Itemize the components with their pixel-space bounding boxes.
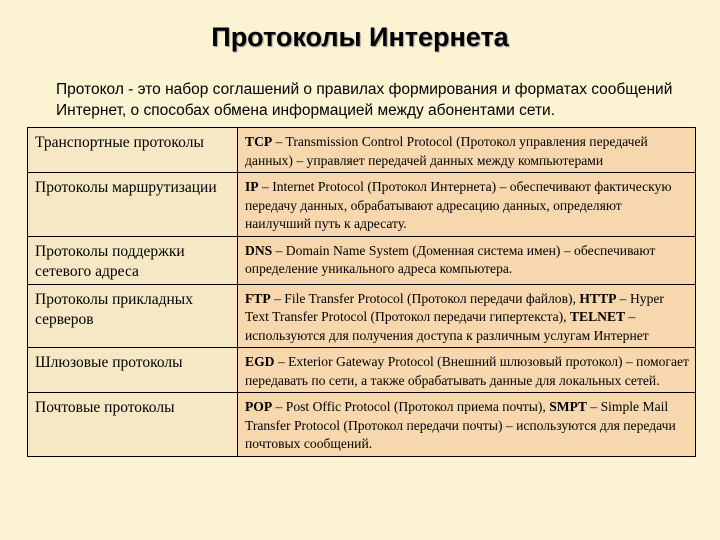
category-cell: Шлюзовые протоколы [28,348,238,393]
protocol-description: – Exterior Gateway Protocol (Внешний шлюзовый протокол) – помогает передавать по сети, а также обрабатывать данные для локальных сетей. [245,354,689,388]
table-row [28,393,696,457]
protocol-acronym: POP [245,399,273,414]
protocol-description: – Transmission Control Protocol (Протокол управления передачей данных) – управляет передачей данных между компьютерами [245,134,648,168]
protocol-description: – Simple Mail Transfer Protocol (Протокол передачи почты) – используются для передачи почтовых сообщений. [245,399,676,451]
description-cell [238,236,696,284]
protocol-acronym: FTP [245,290,271,306]
table-row [28,236,696,284]
table-row [28,348,696,393]
protocol-description: – File Transfer Protocol (Протокол передачи файлов), [270,290,580,306]
description-cell [238,284,696,348]
intro-term: Протокол [56,81,124,98]
protocol-acronym: TCP [245,134,273,149]
protocols-table [27,127,696,457]
protocol-description: – Internet Protocol (Протокол Интернета) – обеспечивают фактическую передачу данных, обрабатывают адресацию данных, определяют наилучший путь к адресату. [245,179,672,231]
protocol-acronym: TELNET [569,309,626,324]
category-cell: Протоколы прикладных серверов [28,284,238,348]
protocol-description: – Domain Name System (Доменная система имен) – обеспечивают определение уникального адреса компьютера. [245,242,656,276]
protocol-acronym: SMPT [549,399,587,414]
category-cell: Транспортные протоколы [28,128,238,173]
description-cell [238,173,696,237]
protocol-description: – Hyper Text Transfer Protocol (Протокол передачи гипертекста), [245,290,664,324]
description-cell [238,128,696,173]
protocol-acronym: EGD [245,354,275,369]
description-cell [238,393,696,457]
description-cell [238,348,696,393]
page-title: Протоколы Интернета [211,22,509,52]
intro-paragraph [56,79,696,121]
table-row [28,173,696,237]
category-cell: Протоколы маршрутизации [28,173,238,237]
protocol-description: – используются для получения доступа к различным услугам Интернет [245,309,649,343]
protocol-acronym: DNS [245,242,273,258]
protocol-description: – Post Offic Protocol (Протокол приема почты), [272,399,550,414]
table-row [28,128,696,173]
table-row [28,284,696,348]
category-cell: Протоколы поддержки сетевого адреса [28,236,238,284]
category-cell: Почтовые протоколы [28,393,238,457]
intro-definition: - это набор соглашений о правилах формирования и форматах сообщений Интернет, о способах обмена информацией между абонентами сети. [56,81,673,119]
protocol-acronym: HTTP [579,290,617,306]
protocol-acronym: IP [245,179,259,194]
